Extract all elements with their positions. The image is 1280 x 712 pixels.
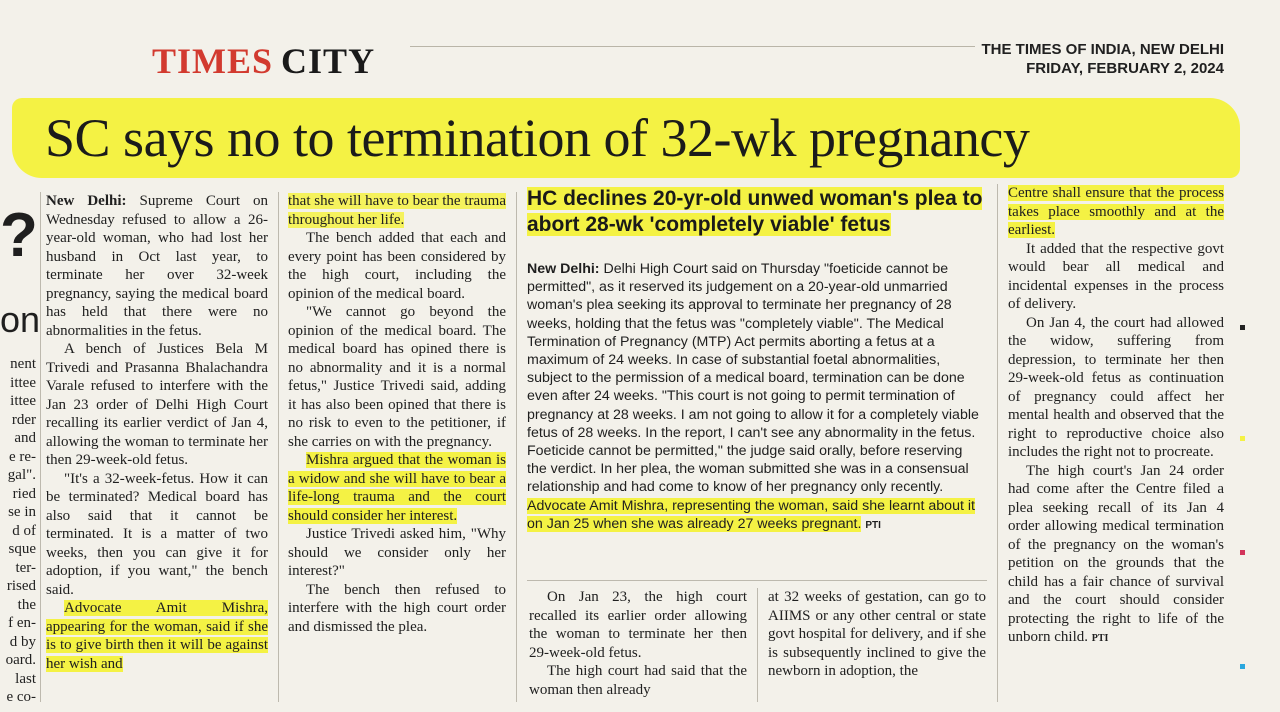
edge-fragment: rder — [11, 411, 36, 428]
column-rule — [757, 588, 758, 702]
col5-credit: PTI — [1091, 633, 1109, 644]
registration-mark-yellow — [1240, 436, 1245, 441]
edge-fragment: e co- — [6, 689, 36, 705]
col4-paragraph-1: at 32 weeks of gestation, can go to AIIMS or any other central or state govt hospital for delivery, and if she is subsequently inclined to give the newborn in adoption, the — [768, 589, 986, 679]
story-paragraph-2: A bench of Justices Bela M Trivedi and Prasanna Bhalachandra Varale refused to interfere with the Jan 23 order of Delhi High Court recalling its earlier verdict of Jan 4, allowing the woman to terminate her then 29-week-old fetus. — [46, 341, 268, 468]
registration-mark-black — [1240, 325, 1245, 330]
story-column-5 — [1008, 184, 1224, 649]
sub-headline-text: HC declines 20-yr-old unwed woman's plea to abort 28-wk 'completely viable' fetus — [527, 187, 983, 236]
story-paragraph-5: that she will have to bear the trauma throughout her life. — [288, 193, 506, 228]
edge-fragment: sque — [8, 541, 36, 557]
sub-story-dateline: New Delhi: — [527, 261, 600, 277]
section-title-times: TIMES — [152, 41, 274, 81]
edge-fragment: d by — [9, 633, 36, 650]
column-rule — [278, 192, 279, 702]
story-paragraph-7: "We cannot go beyond the opinion of the medical board. The medical board has opined there is no abnormality and it is a normal fetus," Justice Trivedi said, adding it has also been opined that there is no risk to even to the petitioner, if she carries on with the pregnancy. — [288, 304, 506, 450]
edge-fragment: gal". — [7, 467, 36, 483]
sub-story-credit: PTI — [865, 519, 881, 531]
col3-paragraph-1: On Jan 23, the high court recalled its earlier order allowing the woman to terminate her then 29-week-old fetus. — [529, 589, 747, 661]
story-paragraph-10: The bench then refused to interfere with the high court order and dismissed the plea. — [288, 581, 506, 635]
paper-info — [982, 40, 1225, 78]
edge-fragment: d of — [12, 522, 36, 539]
column-rule — [516, 192, 517, 702]
story-dateline: New Delhi: — [46, 193, 127, 209]
story-paragraph-3: "It's a 32-week-fetus. How it can be terminated? Medical board has also said that it cannot be terminated. It is a matter of two weeks, then you can give it for adoption, if you want," the bench said. — [46, 470, 268, 598]
edge-fragment: ittee — [10, 374, 36, 391]
section-title — [152, 40, 375, 82]
paper-date: FRIDAY, FEBRUARY 2, 2024 — [1026, 60, 1224, 77]
sub-story-highlight: Advocate Amit Mishra, representing the woman, said she learnt about it on Jan 25 when she was already 27 weeks pregnant. — [527, 497, 975, 532]
sub-headline — [527, 186, 987, 238]
paper-name: THE TIMES OF INDIA, NEW DELHI — [981, 41, 1224, 58]
edge-fragment: rised — [6, 578, 36, 594]
left-edge-column — [0, 355, 36, 707]
edge-fragment: last — [15, 670, 36, 687]
story-paragraph-4: Advocate Amit Mishra, appearing for the woman, said if she is to give birth then it will be against her wish and — [46, 600, 268, 672]
edge-question-mark: ? — [0, 201, 38, 270]
story-column-3 — [529, 588, 747, 699]
story-paragraph-8: Mishra argued that the woman is a widow and she will have to bear a life-long trauma and the court should consider her interest. — [288, 452, 506, 524]
sub-story-text: Delhi High Court said on Thursday "foeticide cannot be permitted", as it reserved its judgement on a 20-year-old unmarried woman's plea seeking its approval to terminate her pregnancy of 28 weeks, holding that the fetus was "completely viable". The Medical Termination of Pregnancy (MTP) Act permits aborting a fetus at a maximum of 24 weeks. In case of substantial foetal abnormalities, subject to the permission of a medical board, termination can be done even after 24 weeks. "This court is not going to permit termination of pregnancy at 28 weeks. I am not going to allow it for a completely viable fetus of 28 weeks. In the report, I can't see any abnormality in the fetus. Foeticide cannot be permitted," the judge said orally, before reserving the verdict. In her plea, the woman submitted she was in a consensual relationship and had come to know of her pregnancy only recently. — [527, 261, 979, 496]
col3-paragraph-2: The high court had said that the woman then already — [529, 663, 747, 698]
story-paragraph-9: Justice Trivedi asked him, "Why should we consider only her interest?" — [288, 526, 506, 579]
sub-story-body — [527, 260, 985, 535]
edge-fragment: oard. — [5, 652, 36, 668]
registration-mark-cyan — [1240, 664, 1245, 669]
edge-fragment-on: on — [0, 299, 41, 340]
edge-fragment: the — [17, 596, 36, 613]
edge-fragment: and — [14, 430, 36, 446]
col5-paragraph-2: It added that the respective govt would bear all medical and incidental expenses in the process of delivery. — [1008, 240, 1224, 312]
col5-paragraph-3: On Jan 4, the court had allowed the widow, suffering from depression, to terminate her then 29-week-old fetus as continuation of pregnancy could affect her mental health and observed that the right to reproductive choice also includes the right not to procreate. — [1008, 314, 1224, 460]
col5-paragraph-1: Centre shall ensure that the process takes place smoothly and at the earliest. — [1008, 185, 1224, 238]
registration-mark-magenta — [1240, 550, 1245, 555]
edge-fragment: f en- — [8, 615, 36, 631]
column-rule — [40, 192, 41, 702]
story-column-1 — [46, 192, 268, 673]
edge-fragment: ter- — [15, 559, 36, 576]
edge-fragment: e re- — [8, 448, 36, 465]
story-paragraph-1: Supreme Court on Wednesday refused to allow a 26-year-old woman, who had lost her husband in Oct last year, to terminate her over 32-week pregnancy, saying the medical board has held that there were no abnormalities in the fetus. — [46, 193, 268, 339]
col5-paragraph-4: The high court's Jan 24 order had come after the Centre filed a plea seeking recall of its Jan 4 order allowing medical termination of the pregnancy on the woman's petition on the grounds that the child has a fair chance of survival and the court should consider protecting the right to life of the unborn child. — [1008, 462, 1224, 645]
masthead-rule — [410, 46, 975, 47]
edge-fragment: ittee — [10, 393, 36, 409]
story-column-2 — [288, 192, 506, 636]
story-column-4 — [768, 588, 986, 681]
main-headline: SC says no to termination of 32-wk pregnancy — [45, 108, 1030, 168]
story-paragraph-6: The bench added that each and every point has been considered by the high court, including the opinion of the medical board. — [288, 230, 506, 302]
sub-story-rule — [527, 580, 987, 581]
edge-fragment: ried — [12, 485, 36, 502]
section-title-city: CITY — [281, 41, 376, 81]
edge-fragment: se in — [8, 504, 36, 520]
edge-fragment: nent — [10, 356, 36, 372]
column-rule — [997, 184, 998, 702]
